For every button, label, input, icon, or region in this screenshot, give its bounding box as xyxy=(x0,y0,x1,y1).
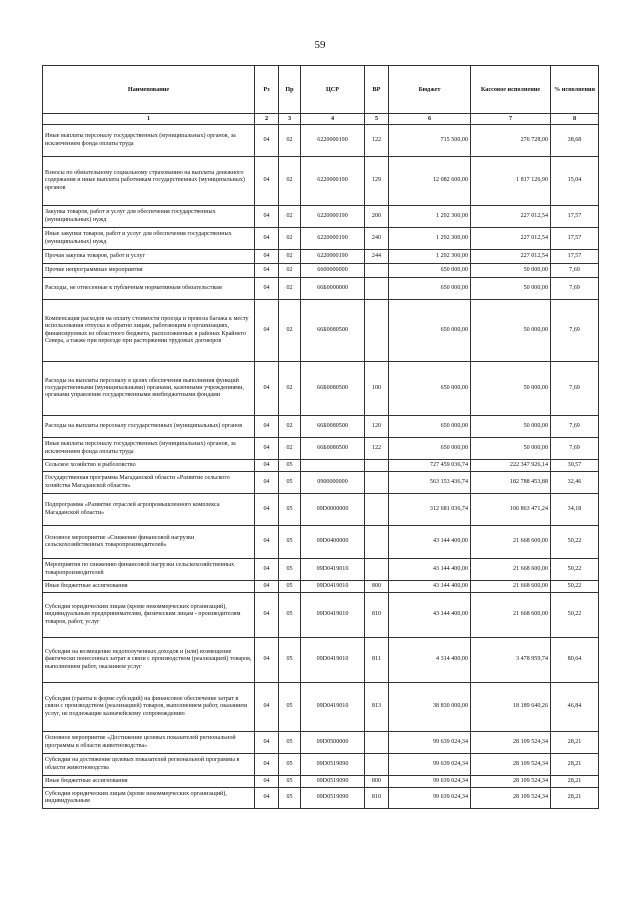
row-cash: 276 728,00 xyxy=(471,125,551,157)
table-row xyxy=(43,125,599,157)
row-cash: 50 000,00 xyxy=(471,278,551,300)
row-csr: 66Б0000000 xyxy=(301,278,365,300)
row-vr: 813 xyxy=(365,683,389,732)
header-vr: ВР xyxy=(365,66,389,114)
row-csr: 6220000190 xyxy=(301,157,365,206)
row-pr: 05 xyxy=(279,472,301,494)
row-csr: 09D0419010 xyxy=(301,638,365,683)
row-csr: 6220000190 xyxy=(301,206,365,228)
row-cash: 1 817 126,90 xyxy=(471,157,551,206)
row-budget: 43 144 400,00 xyxy=(389,526,471,559)
table-row xyxy=(43,250,599,264)
row-budget: 4 314 400,00 xyxy=(389,638,471,683)
row-csr: 09D0519090 xyxy=(301,788,365,809)
row-budget: 650 000,00 xyxy=(389,300,471,362)
row-csr: 09D0419010 xyxy=(301,593,365,638)
table-row xyxy=(43,206,599,228)
row-cash: 182 788 453,88 xyxy=(471,472,551,494)
row-csr: 09D0400000 xyxy=(301,526,365,559)
row-rz: 04 xyxy=(255,732,279,754)
row-pr: 02 xyxy=(279,278,301,300)
row-percent: 28,21 xyxy=(551,754,599,776)
header-csr: ЦСР xyxy=(301,66,365,114)
column-number: 6 xyxy=(389,114,471,125)
row-budget: 1 292 300,00 xyxy=(389,250,471,264)
row-percent: 50,22 xyxy=(551,559,599,581)
row-cash: 28 109 524,34 xyxy=(471,754,551,776)
header-percent: % исполнения xyxy=(551,66,599,114)
row-pr: 05 xyxy=(279,788,301,809)
row-percent: 46,84 xyxy=(551,683,599,732)
row-cash: 18 189 640,26 xyxy=(471,683,551,732)
row-name: Сельское хозяйство и рыболовство xyxy=(43,460,255,472)
row-pr: 05 xyxy=(279,754,301,776)
row-rz: 04 xyxy=(255,593,279,638)
row-pr: 05 xyxy=(279,732,301,754)
row-cash: 50 000,00 xyxy=(471,362,551,416)
row-name: Иные выплаты персоналу государственных (муниципальных) органов, за исключением фонда оплаты труда xyxy=(43,438,255,460)
row-cash: 106 863 471,24 xyxy=(471,494,551,526)
row-name: Субсидии на достижение целевых показателей региональной программы в области животноводства xyxy=(43,754,255,776)
row-vr: 811 xyxy=(365,638,389,683)
table-row xyxy=(43,416,599,438)
header-row xyxy=(43,66,599,114)
row-name: Государственная программа Магаданской области «Развитие сельского хозяйства Магаданской области» xyxy=(43,472,255,494)
row-vr: 122 xyxy=(365,125,389,157)
row-cash: 21 668 600,00 xyxy=(471,559,551,581)
row-csr: 6220000190 xyxy=(301,250,365,264)
row-name: Прочие непрограммные мероприятия xyxy=(43,264,255,278)
table-row xyxy=(43,754,599,776)
row-csr: 09D0519090 xyxy=(301,776,365,788)
row-cash: 21 668 600,00 xyxy=(471,526,551,559)
table-row xyxy=(43,300,599,362)
row-vr: 129 xyxy=(365,157,389,206)
row-pr: 05 xyxy=(279,638,301,683)
row-percent: 38,68 xyxy=(551,125,599,157)
row-percent: 17,57 xyxy=(551,250,599,264)
row-budget: 99 639 024,34 xyxy=(389,732,471,754)
row-budget: 650 000,00 xyxy=(389,438,471,460)
row-cash: 222 347 926,14 xyxy=(471,460,551,472)
row-percent: 50,22 xyxy=(551,581,599,593)
row-cash: 227 012,54 xyxy=(471,228,551,250)
row-vr: 810 xyxy=(365,788,389,809)
row-rz: 04 xyxy=(255,157,279,206)
row-rz: 04 xyxy=(255,206,279,228)
header-rz: Рз xyxy=(255,66,279,114)
row-vr: 244 xyxy=(365,250,389,264)
row-pr: 02 xyxy=(279,250,301,264)
row-vr xyxy=(365,526,389,559)
row-pr: 05 xyxy=(279,559,301,581)
row-rz: 04 xyxy=(255,559,279,581)
row-percent: 7,69 xyxy=(551,264,599,278)
row-cash: 28 109 524,34 xyxy=(471,732,551,754)
row-budget: 99 639 024,34 xyxy=(389,788,471,809)
row-rz: 04 xyxy=(255,494,279,526)
row-cash: 50 000,00 xyxy=(471,300,551,362)
row-vr xyxy=(365,264,389,278)
row-percent: 30,57 xyxy=(551,460,599,472)
row-csr: 6220000190 xyxy=(301,125,365,157)
row-vr xyxy=(365,300,389,362)
row-budget: 715 500,00 xyxy=(389,125,471,157)
row-name: Подпрограмма «Развитие отраслей агропромышленного комплекса Магаданской области» xyxy=(43,494,255,526)
row-pr: 05 xyxy=(279,460,301,472)
table-row xyxy=(43,788,599,809)
row-rz: 04 xyxy=(255,438,279,460)
row-pr: 02 xyxy=(279,300,301,362)
row-vr: 800 xyxy=(365,776,389,788)
row-pr: 02 xyxy=(279,228,301,250)
row-budget: 650 000,00 xyxy=(389,264,471,278)
row-name: Прочая закупка товаров, работ и услуг xyxy=(43,250,255,264)
row-budget: 650 000,00 xyxy=(389,416,471,438)
row-vr xyxy=(365,278,389,300)
row-csr xyxy=(301,460,365,472)
row-budget: 43 144 400,00 xyxy=(389,593,471,638)
row-cash: 50 000,00 xyxy=(471,438,551,460)
row-csr: 09D0419010 xyxy=(301,559,365,581)
row-vr: 120 xyxy=(365,416,389,438)
header-pr: Пр xyxy=(279,66,301,114)
row-pr: 02 xyxy=(279,125,301,157)
row-name: Субсидии юридическим лицам (кроме некоммерческих организаций), индивидуальным xyxy=(43,788,255,809)
row-name: Мероприятия по снижению финансовой нагрузки сельскохозяйственных товаропроизводителей xyxy=(43,559,255,581)
row-csr: 66Б0080500 xyxy=(301,300,365,362)
row-percent: 15,04 xyxy=(551,157,599,206)
row-vr xyxy=(365,754,389,776)
row-pr: 02 xyxy=(279,264,301,278)
row-name: Иные бюджетные ассигнования xyxy=(43,776,255,788)
row-pr: 05 xyxy=(279,683,301,732)
column-number-row xyxy=(43,114,599,125)
row-csr: 0900000000 xyxy=(301,472,365,494)
row-cash: 50 000,00 xyxy=(471,416,551,438)
row-percent: 28,21 xyxy=(551,776,599,788)
row-cash: 28 109 524,34 xyxy=(471,788,551,809)
row-vr: 200 xyxy=(365,206,389,228)
row-rz: 04 xyxy=(255,300,279,362)
column-number: 5 xyxy=(365,114,389,125)
row-pr: 02 xyxy=(279,438,301,460)
row-rz: 04 xyxy=(255,581,279,593)
table-row xyxy=(43,732,599,754)
row-name: Компенсация расходов на оплату стоимости проезда и провоза багажа к месту использования отпуска и обратно лицам, работающим в организациях, финансируемых из областного бюджета, расположенных в районах Крайнего Севера, а также при переезде при расторжении трудовых договоров xyxy=(43,300,255,362)
column-number: 8 xyxy=(551,114,599,125)
row-name: Субсидии на возмещение недополученных доходов и (или) возмещение фактически понесенных затрат в связи с производством (реализацией) товаров, выполнением работ, оказанием услуг xyxy=(43,638,255,683)
row-percent: 32,46 xyxy=(551,472,599,494)
row-cash: 50 000,00 xyxy=(471,264,551,278)
table-row xyxy=(43,460,599,472)
row-pr: 05 xyxy=(279,494,301,526)
row-rz: 04 xyxy=(255,788,279,809)
header-name: Наименование xyxy=(43,66,255,114)
row-rz: 04 xyxy=(255,416,279,438)
row-budget: 99 639 024,34 xyxy=(389,776,471,788)
row-rz: 04 xyxy=(255,683,279,732)
row-rz: 04 xyxy=(255,526,279,559)
row-budget: 727 459 036,74 xyxy=(389,460,471,472)
row-budget: 43 144 400,00 xyxy=(389,559,471,581)
row-csr: 6220000190 xyxy=(301,228,365,250)
row-budget: 312 681 036,74 xyxy=(389,494,471,526)
row-name: Взносы по обязательному социальному страхованию на выплаты денежного содержания и иные выплаты работникам государственных (муниципальных) органов xyxy=(43,157,255,206)
row-pr: 05 xyxy=(279,776,301,788)
row-vr xyxy=(365,559,389,581)
row-vr xyxy=(365,732,389,754)
row-pr: 05 xyxy=(279,581,301,593)
row-budget: 563 153 436,74 xyxy=(389,472,471,494)
page-number: 59 xyxy=(314,39,326,51)
row-vr: 240 xyxy=(365,228,389,250)
row-csr: 09D0519090 xyxy=(301,754,365,776)
row-cash: 21 668 600,00 xyxy=(471,593,551,638)
row-percent: 7,69 xyxy=(551,278,599,300)
table-row xyxy=(43,581,599,593)
row-name: Иные выплаты персоналу государственных (муниципальных) органов, за исключением фонда оплаты труда xyxy=(43,125,255,157)
table-row xyxy=(43,638,599,683)
row-budget: 650 000,00 xyxy=(389,278,471,300)
row-pr: 02 xyxy=(279,416,301,438)
column-number: 2 xyxy=(255,114,279,125)
row-name: Субсидии (гранты в форме субсидий) на финансовое обеспечение затрат в связи с производством (реализацией) товаров, выполнением работ, оказанием услуг, не подлежащие казначейскому сопровождению xyxy=(43,683,255,732)
column-number: 4 xyxy=(301,114,365,125)
table-row xyxy=(43,438,599,460)
row-percent: 28,21 xyxy=(551,732,599,754)
table-row xyxy=(43,526,599,559)
row-rz: 04 xyxy=(255,638,279,683)
row-percent: 7,69 xyxy=(551,362,599,416)
row-cash: 227 012,54 xyxy=(471,250,551,264)
table-row xyxy=(43,559,599,581)
table-row xyxy=(43,683,599,732)
row-vr: 810 xyxy=(365,593,389,638)
table-row xyxy=(43,494,599,526)
row-rz: 04 xyxy=(255,776,279,788)
row-cash: 3 478 959,74 xyxy=(471,638,551,683)
budget-table xyxy=(42,65,599,809)
row-pr: 02 xyxy=(279,206,301,228)
column-number: 1 xyxy=(43,114,255,125)
row-vr: 800 xyxy=(365,581,389,593)
row-budget: 38 830 000,00 xyxy=(389,683,471,732)
row-vr: 122 xyxy=(365,438,389,460)
column-number: 3 xyxy=(279,114,301,125)
row-percent: 17,57 xyxy=(551,228,599,250)
row-csr: 09D0419010 xyxy=(301,683,365,732)
row-csr: 6600000000 xyxy=(301,264,365,278)
row-rz: 04 xyxy=(255,125,279,157)
row-name: Расходы на выплаты персоналу государственных (муниципальных) органов xyxy=(43,416,255,438)
row-vr xyxy=(365,472,389,494)
row-rz: 04 xyxy=(255,362,279,416)
row-csr: 66Б0080500 xyxy=(301,362,365,416)
table-row xyxy=(43,228,599,250)
row-budget: 99 639 024,34 xyxy=(389,754,471,776)
row-vr xyxy=(365,494,389,526)
row-budget: 650 000,00 xyxy=(389,362,471,416)
row-rz: 04 xyxy=(255,264,279,278)
row-budget: 1 292 300,00 xyxy=(389,228,471,250)
row-name: Иные закупки товаров, работ и услуг для обеспечения государственных (муниципальных) нужд xyxy=(43,228,255,250)
row-name: Основное мероприятие «Достижение целевых показателей региональной программы в области животноводства» xyxy=(43,732,255,754)
table-row xyxy=(43,278,599,300)
row-rz: 04 xyxy=(255,250,279,264)
row-rz: 04 xyxy=(255,228,279,250)
table-row xyxy=(43,776,599,788)
column-number: 7 xyxy=(471,114,551,125)
row-rz: 04 xyxy=(255,754,279,776)
row-budget: 43 144 400,00 xyxy=(389,581,471,593)
row-pr: 02 xyxy=(279,362,301,416)
row-csr: 66Б0080500 xyxy=(301,438,365,460)
row-name: Иные бюджетные ассигнования xyxy=(43,581,255,593)
row-csr: 09D0000000 xyxy=(301,494,365,526)
row-percent: 17,57 xyxy=(551,206,599,228)
row-percent: 34,18 xyxy=(551,494,599,526)
header-cash: Кассовое исполнение xyxy=(471,66,551,114)
row-percent: 50,22 xyxy=(551,526,599,559)
table-body xyxy=(43,125,599,809)
row-name: Закупка товаров, работ и услуг для обеспечения государственных (муниципальных) нужд xyxy=(43,206,255,228)
row-percent: 7,69 xyxy=(551,300,599,362)
row-percent: 80,64 xyxy=(551,638,599,683)
row-vr: 100 xyxy=(365,362,389,416)
row-pr: 05 xyxy=(279,593,301,638)
table-row xyxy=(43,472,599,494)
row-percent: 28,21 xyxy=(551,788,599,809)
row-budget: 12 082 600,00 xyxy=(389,157,471,206)
row-percent: 7,69 xyxy=(551,438,599,460)
row-rz: 04 xyxy=(255,460,279,472)
row-pr: 02 xyxy=(279,157,301,206)
header-budget: Бюджет xyxy=(389,66,471,114)
row-name: Основное мероприятие «Снижение финансовой нагрузки сельскохозяйственных товаропроизводителей» xyxy=(43,526,255,559)
row-cash: 28 109 524,34 xyxy=(471,776,551,788)
table-row xyxy=(43,593,599,638)
row-name: Расходы, не отнесенные к публичным нормативным обязательствам xyxy=(43,278,255,300)
row-percent: 50,22 xyxy=(551,593,599,638)
row-percent: 7,69 xyxy=(551,416,599,438)
row-name: Расходы на выплаты персоналу в целях обеспечения выполнения функций государственными (муниципальными) органами, казенными учреждениями, органами управления государственными внебюджетными фондами xyxy=(43,362,255,416)
row-rz: 04 xyxy=(255,278,279,300)
row-pr: 05 xyxy=(279,526,301,559)
table-row xyxy=(43,157,599,206)
row-csr: 09D0419010 xyxy=(301,581,365,593)
row-cash: 227 012,54 xyxy=(471,206,551,228)
row-cash: 21 668 600,00 xyxy=(471,581,551,593)
row-csr: 09D0500000 xyxy=(301,732,365,754)
row-name: Субсидии юридическим лицам (кроме некоммерческих организаций), индивидуальным предпринимателям, физическим лицам - производителям товаров, работ, услуг xyxy=(43,593,255,638)
row-csr: 66Б0080500 xyxy=(301,416,365,438)
row-rz: 04 xyxy=(255,472,279,494)
table-row xyxy=(43,362,599,416)
table-row xyxy=(43,264,599,278)
row-vr xyxy=(365,460,389,472)
row-budget: 1 292 300,00 xyxy=(389,206,471,228)
